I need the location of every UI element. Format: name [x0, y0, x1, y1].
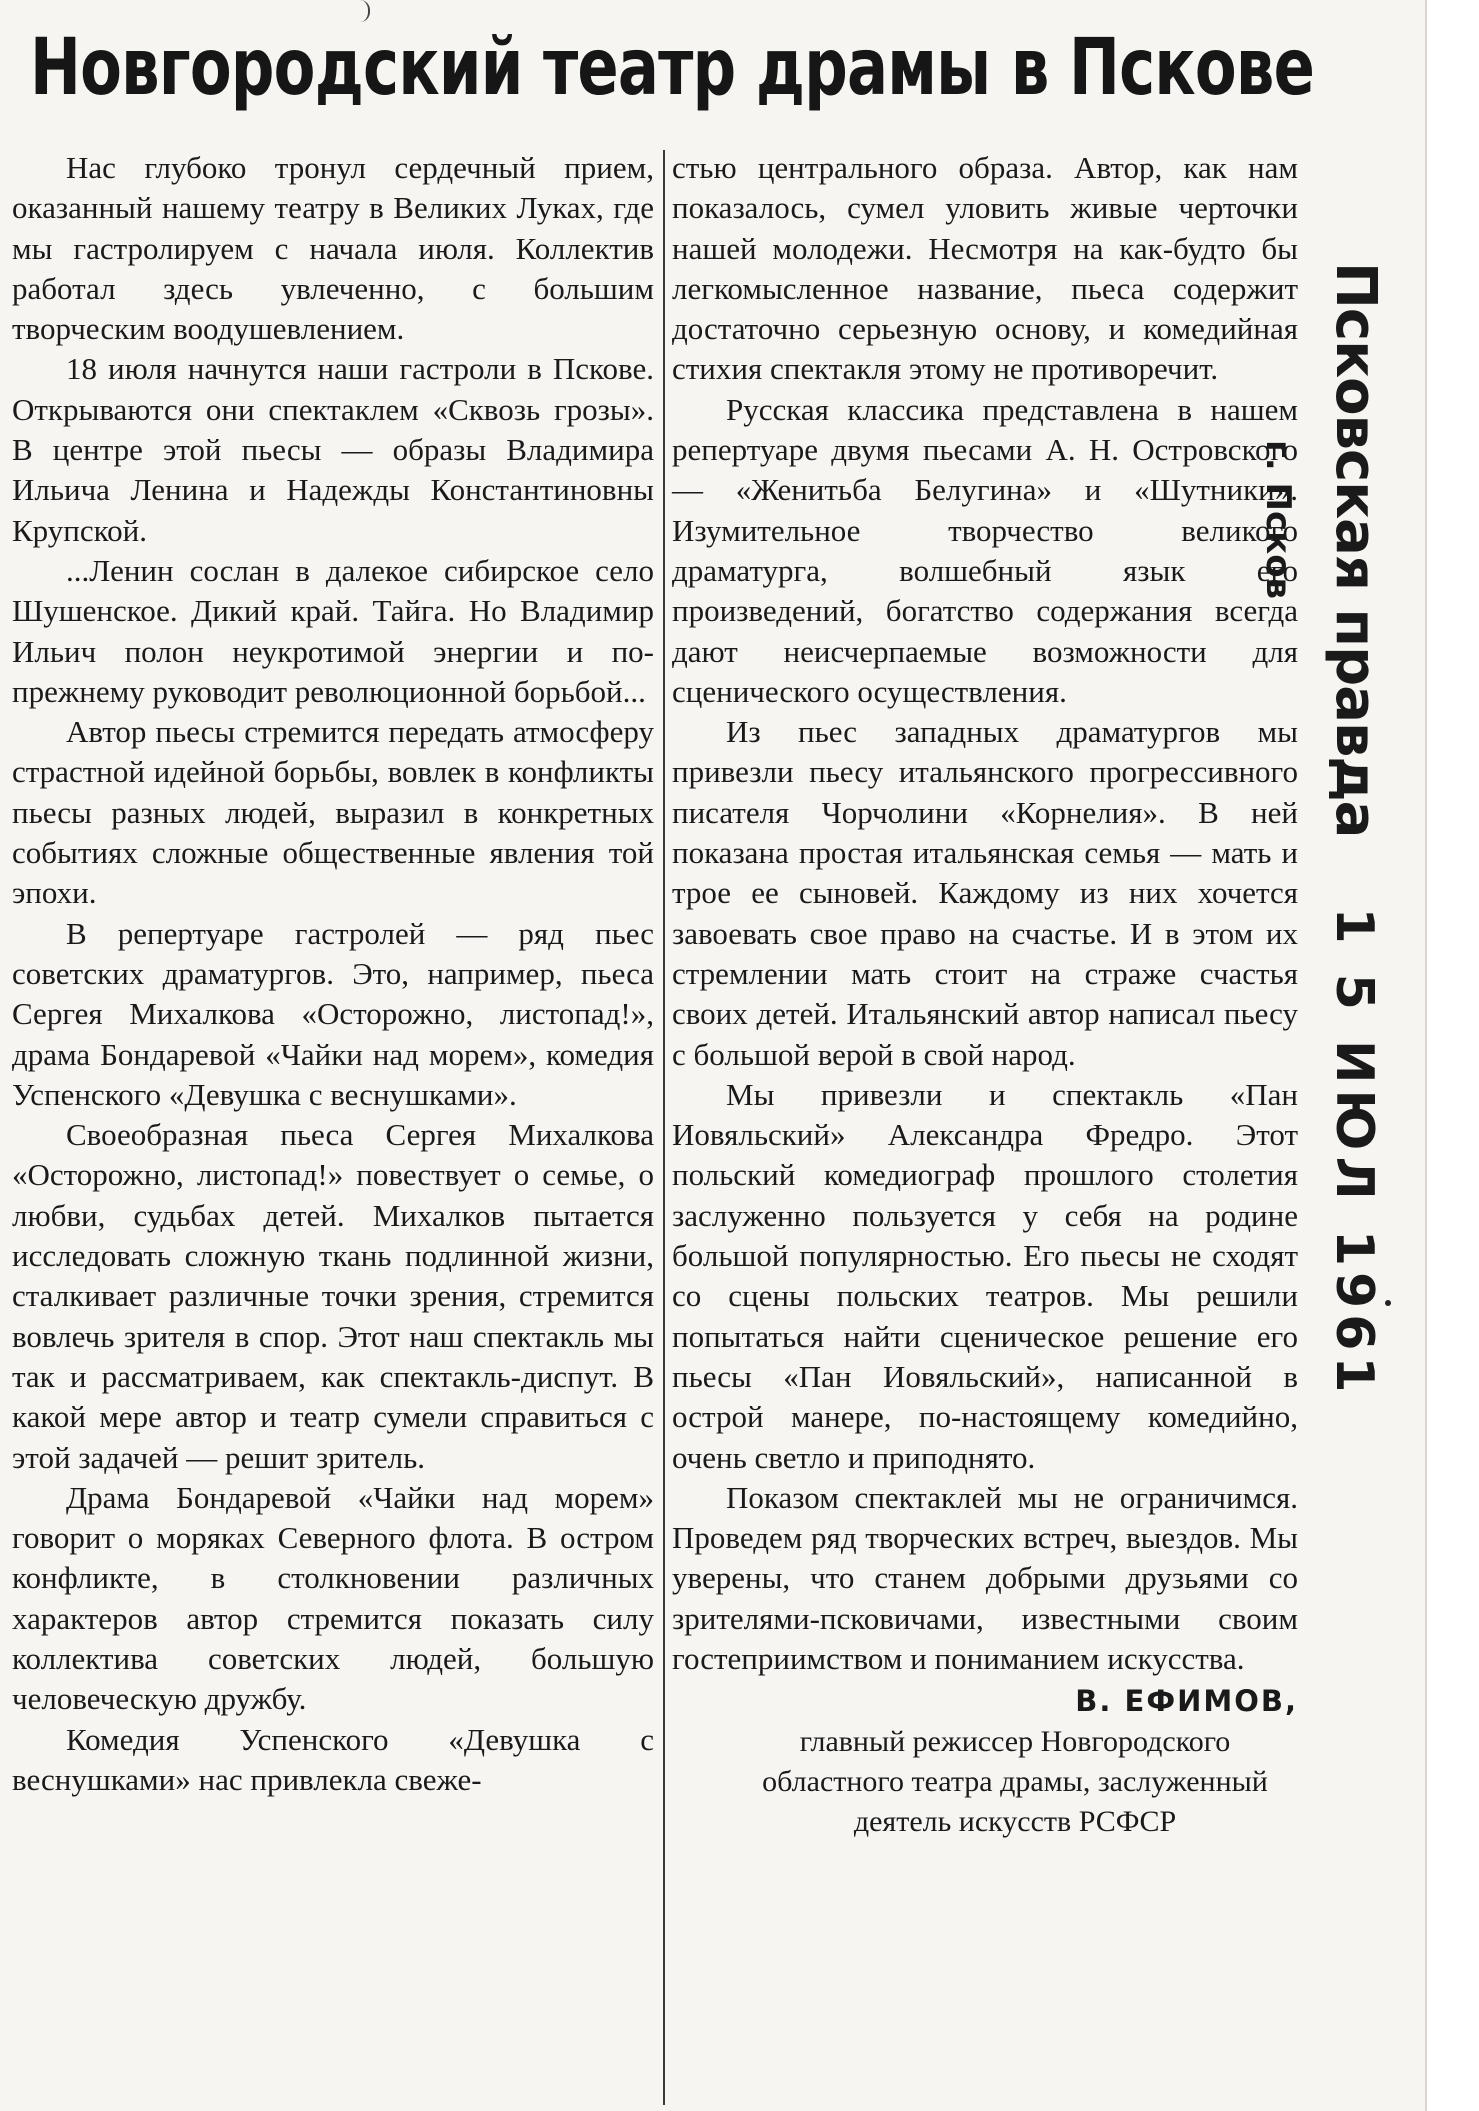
newspaper-name: Псковская правда [1323, 262, 1388, 838]
paragraph: Русская классика представлена в нашем репертуаре двумя пьесами А. Н. Островского — «Женитьба Белугина» и «Шутники». Изумительное творчество великого драматурга, волшебный язык его произведений, богатство содержания всегда дают неисчерпаемые возможности для сценического осуществления. [672, 391, 1298, 709]
publication-date-stamp: 1 5 ИЮЛ 1961 [1324, 907, 1384, 1399]
paragraph: Своеобразная пьеса Сергея Михалкова «Осторожно, листопад!» повествует о семье, о любви, судьбах детей. Михалков пытается исследовать сложную ткань подлинной жизни, сталкивает различные точки зрения, стремится вовлечь зрителя в спор. Этот наш спектакль мы так и рассматриваем, как спектакль-диспут. В какой мере автор и театр сумели справиться с этой задачей — решит зритель. [12, 1117, 654, 1475]
paragraph: 18 июля начнутся наши гастроли в Пскове. Открываются они спектаклем «Сквозь грозы». В центре этой пьесы — образы Владимира Ильича Ленина и Надежды Константиновны Крупской. [12, 351, 654, 548]
paragraph: Драма Бондаревой «Чайки над морем» говорит о моряках Северного флота. В остром конфликте, в столкновении различных характеров автор стремится показать силу коллектива советских людей, большую человеческую дружбу. [12, 1479, 654, 1717]
paragraph: Автор пьесы стремится передать атмосферу страстной идейной борьбы, вовлек в конфликты пьесы разных людей, выразил в конкретных событиях сложные общественные явления той эпохи. [12, 714, 654, 911]
paragraph-continuation: стью центрального образа. Автор, как нам показалось, сумел уловить живые черточки нашей молодежи. Несмотря на как-будто бы легкомысленное название, пьеса содержит достаточно серьезную основу, и комедийная стихия спектакля этому не противоречит. [672, 150, 1298, 387]
paragraph: Мы привезли и спектакль «Пан Иовяльский» Александра Фредро. Этот польский комедиограф прошлого столетия заслуженно пользуется у себя на родине большой популярностью. Его пьесы не сходят со сцены польских театров. Мы решили попытаться найти сценическое решение его пьесы «Пан Иовяльский», написанной в острой манере, по-настоящему комедийно, очень светло и приподнято. [672, 1076, 1298, 1475]
ink-dot [1385, 1300, 1391, 1306]
column-divider [663, 150, 665, 2105]
paragraph: Из пьес западных драматургов мы привезли пьесу итальянского прогрессивного писателя Чорчолини «Корнелия». В ней показана простая итальянская семья — мать и трое ее сыновей. Каждому из них хочется завоевать свое право на счастье. И в этом их стремлении мать стоит на страже счастья своих детей. Итальянский автор написал пьесу с большой верой в свой народ. [672, 714, 1298, 1072]
article-column-left [12, 148, 654, 1800]
source-masthead [1323, 262, 1388, 1399]
paragraph: Нас глубоко тронул сердечный прием, оказанный нашему театру в Великих Луках, где мы гастролируем с начала июля. Коллектив работал здесь увлеченно, с большим творческим воодушевлением. [12, 150, 654, 347]
article-column-right [672, 148, 1298, 1842]
paragraph: Комедия Успенского «Девушка с веснушками» нас привлекла свеже- [12, 1721, 654, 1797]
paragraph: Показом спектаклей мы не ограничимся. Проведем ряд творческих встреч, выездов. Мы уверены, что станем добрыми друзьями со зрителями-псковичами, известными своим гостеприимством и пониманием искусства. [672, 1479, 1298, 1676]
article-headline: Новгородский театр драмы в Пскове [30, 23, 1315, 113]
author-title: главный режиссер Новгородского областного театра драмы, заслуженный деятель искусств РСФСР [762, 1724, 1268, 1838]
newspaper-city: г. Псков [1258, 440, 1298, 600]
paragraph: В репертуаре гастролей — ряд пьес советских драматургов. Это, например, пьеса Сергея Михалкова «Осторожно, листопад!», драма Бондаревой «Чайки над морем», комедия Успенского «Девушка с веснушками». [12, 915, 654, 1112]
author-signature: В. ЕФИМОВ, [1075, 1684, 1298, 1719]
paragraph: ...Ленин сослан в далекое сибирское село Шушенское. Дикий край. Тайга. Но Владимир Ильич полон неукротимой энергии и по-прежнему руководит революционной борьбой... [12, 552, 654, 709]
